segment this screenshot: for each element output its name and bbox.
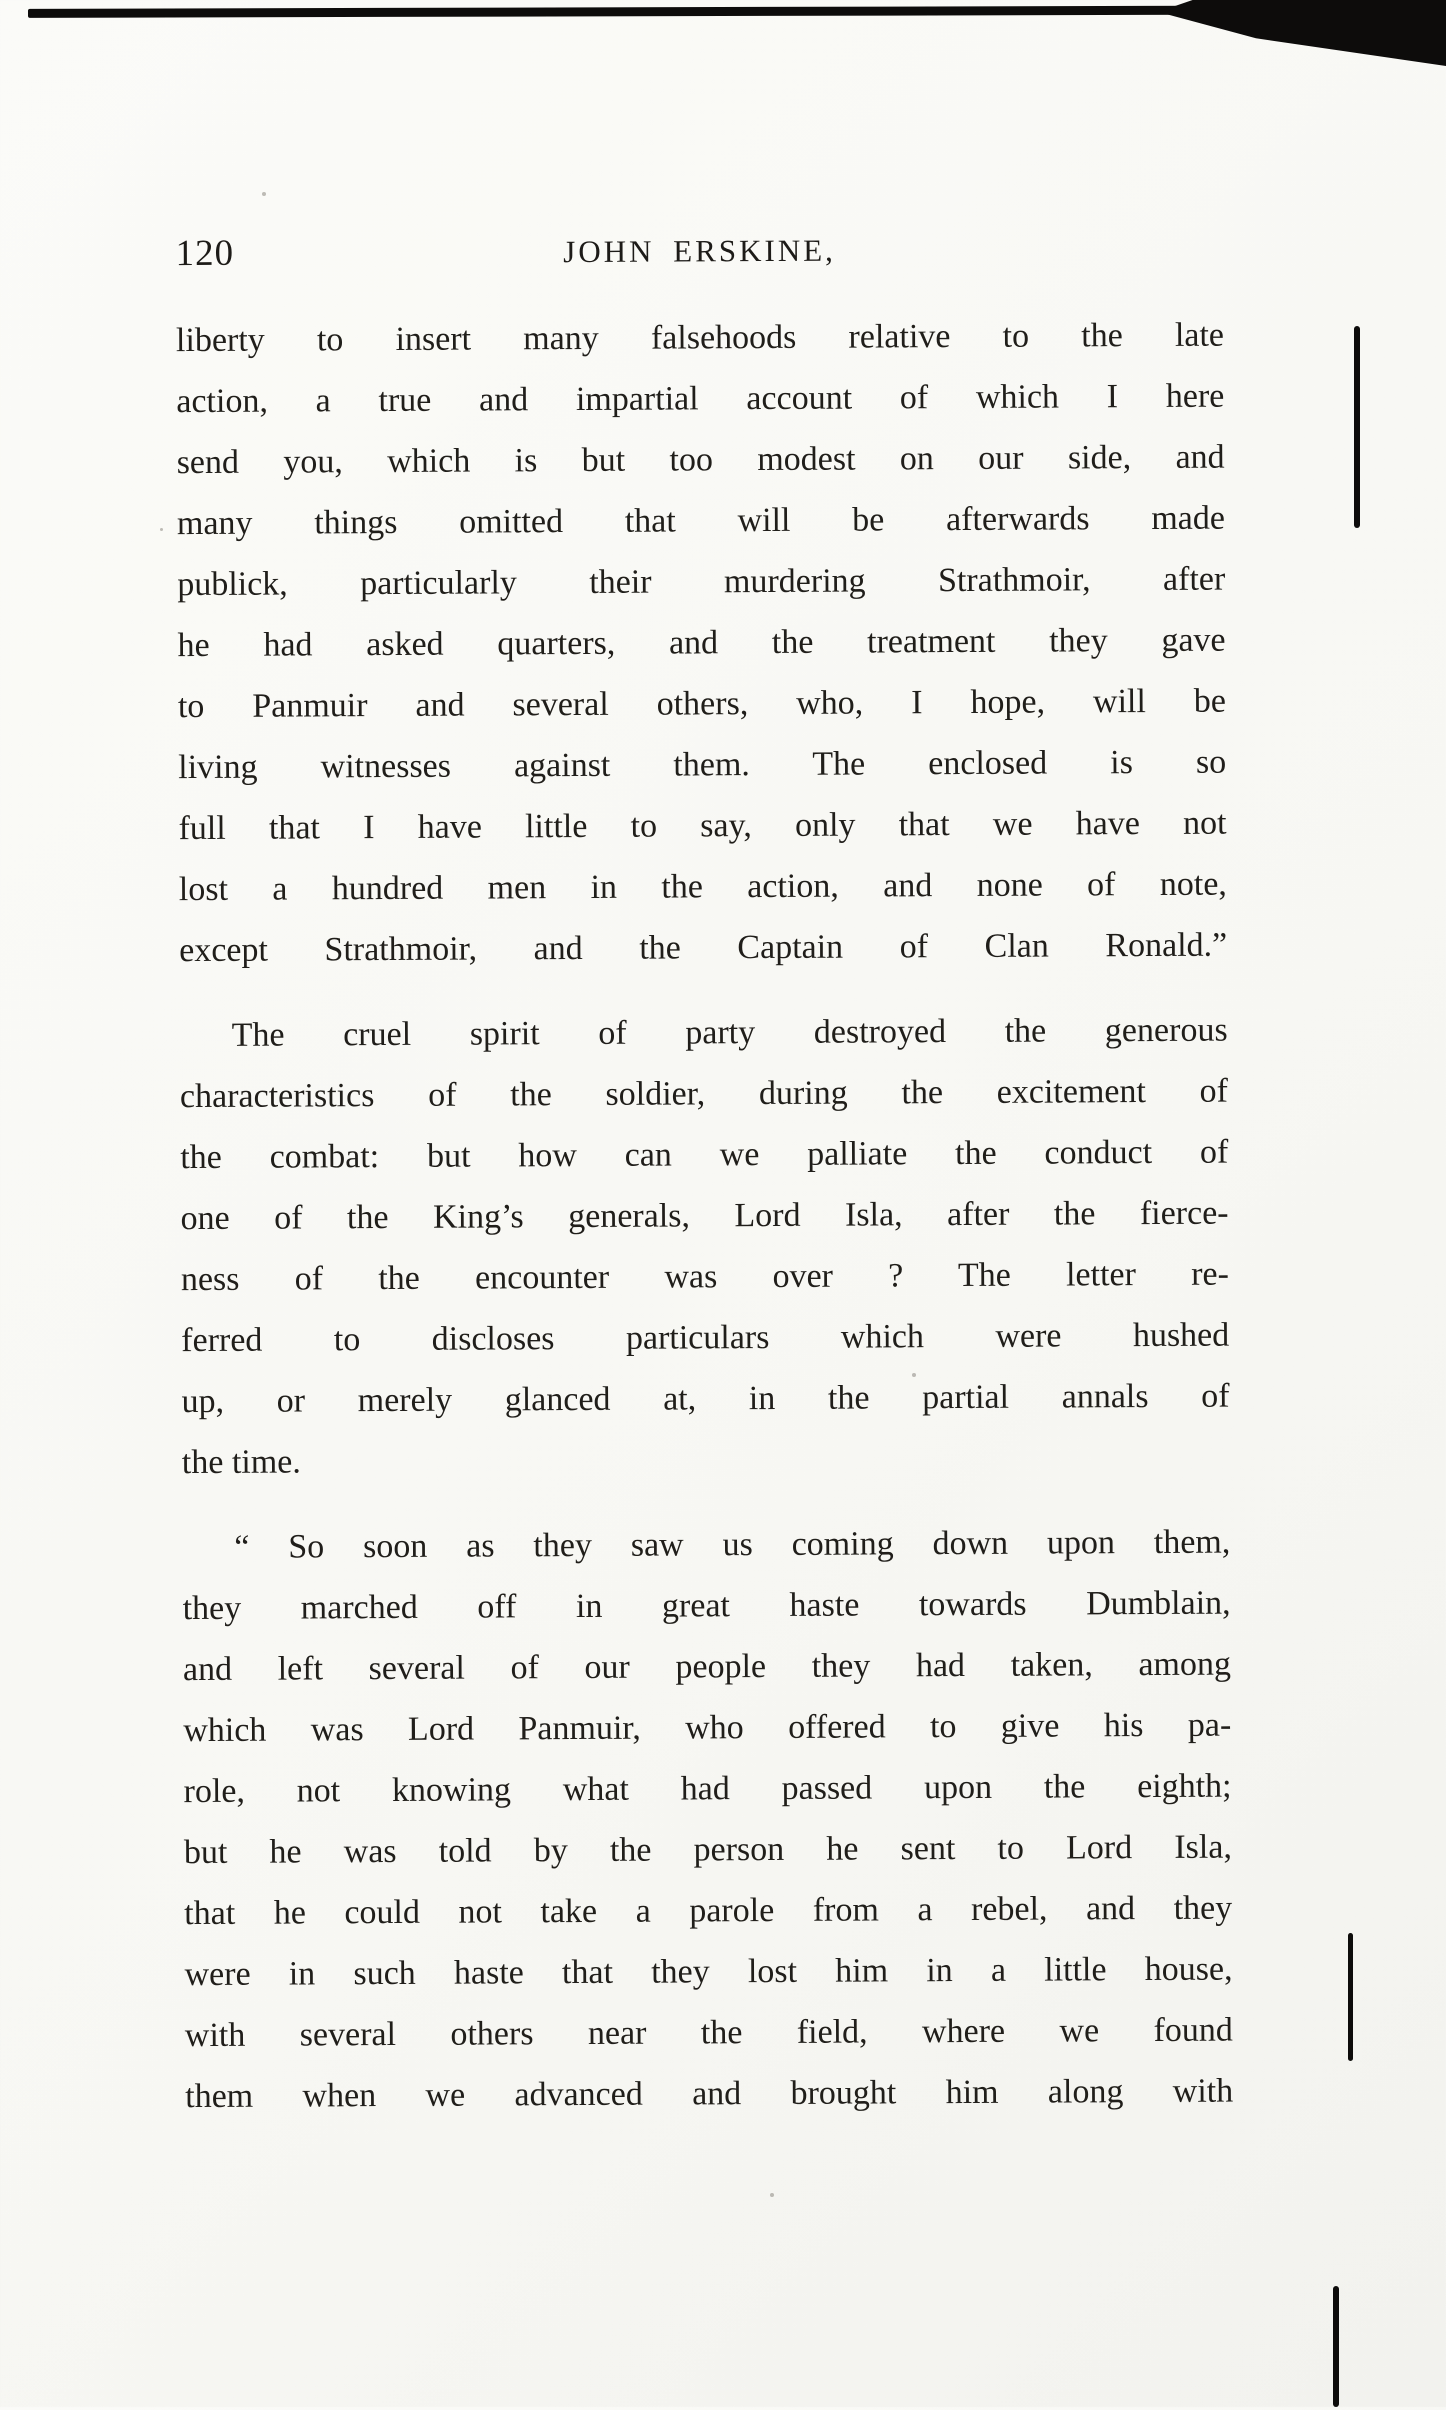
text-line: that he could not take a parole from a rebel, and they: [184, 1889, 1233, 1933]
text-line: many things omitted that will be afterwards made: [176, 499, 1226, 543]
text-line: characteristics of the soldier, during the excitement of: [179, 1072, 1229, 1116]
text-line: action, a true and impartial account of which I here: [176, 377, 1225, 421]
text-line: which was Lord Panmuir, who offered to give his pa-: [183, 1706, 1232, 1750]
page-header: [175, 225, 1223, 282]
text-line: send you, which is but too modest on our side, and: [176, 438, 1225, 482]
page-number: 120: [175, 232, 235, 275]
text-line: were in such haste that they lost him in a little house,: [184, 1950, 1233, 1994]
text-line: them when we advanced and brought him along with: [185, 2072, 1234, 2116]
paragraph: [176, 305, 1227, 981]
text-line: ness of the encounter was over ? The letter re-: [180, 1255, 1229, 1299]
text-line: but he was told by the person he sent to Lord Isla,: [183, 1828, 1232, 1872]
text-line: the time.: [181, 1443, 301, 1482]
text-line: ferred to discloses particulars which were hushed: [181, 1316, 1230, 1360]
text-line: full that I have little to say, only that we have not: [178, 804, 1227, 848]
text-line: except Strathmoir, and the Captain of Clan Ronald.”: [179, 926, 1228, 970]
text-line: with several others near the field, where we found: [184, 2011, 1233, 2055]
paragraph: [179, 1000, 1230, 1493]
text-line: the combat: but how can we palliate the conduct of: [180, 1133, 1229, 1177]
text-line: he had asked quarters, and the treatment they gave: [177, 621, 1226, 665]
text-line: and left several of our people they had taken, among: [182, 1645, 1232, 1689]
paragraph: [182, 1512, 1233, 2127]
text-line: lost a hundred men in the action, and none of note,: [178, 865, 1227, 909]
text-line: one of the King’s generals, Lord Isla, after the fierce-: [180, 1194, 1229, 1238]
text-line: to Panmuir and several others, who, I hope, will be: [177, 682, 1226, 726]
text-line: they marched off in great haste towards Dumblain,: [182, 1584, 1231, 1628]
page-body: [176, 305, 1233, 2127]
text-line: The cruel spirit of party destroyed the generous: [231, 1011, 1228, 1054]
text-line: publick, particularly their murdering Strathmoir, after: [177, 560, 1226, 604]
text-line: “ So soon as they saw us coming down upon them,: [234, 1523, 1231, 1566]
text-line: role, not knowing what had passed upon the eighth;: [183, 1767, 1232, 1811]
text-line: liberty to insert many falsehoods relative to the late: [175, 316, 1225, 360]
running-title: JOHN ERSKINE,: [563, 232, 836, 270]
text-line: living witnesses against them. The enclosed is so: [178, 743, 1227, 787]
text-line: up, or merely glanced at, in the partial annals of: [181, 1377, 1230, 1421]
